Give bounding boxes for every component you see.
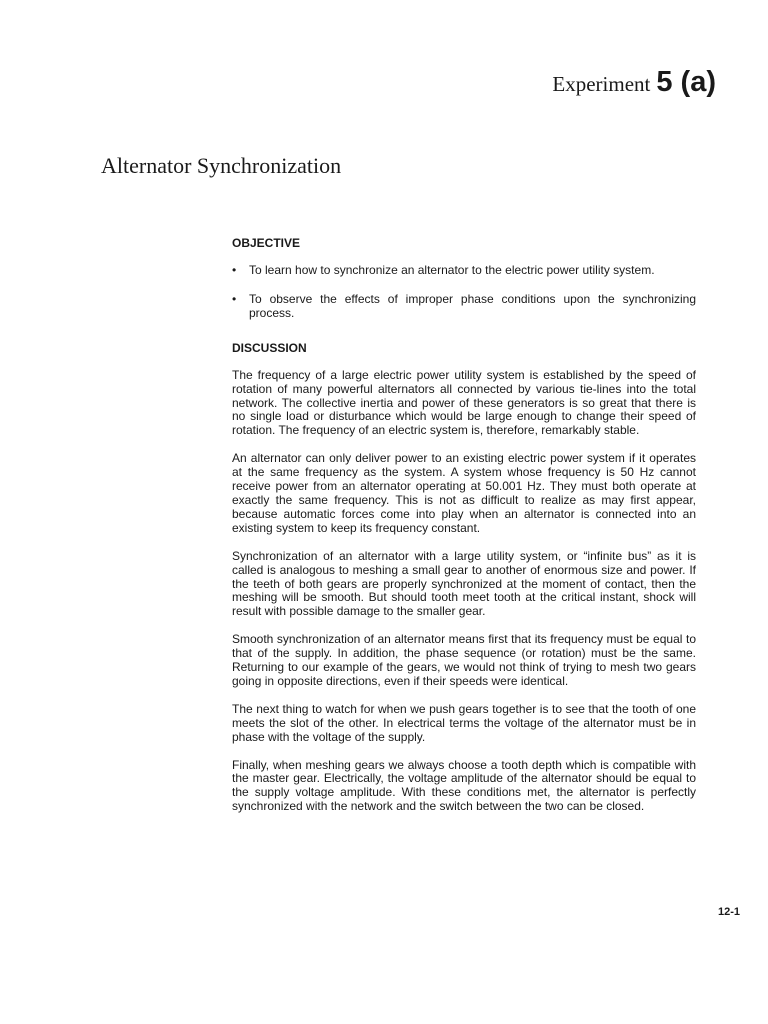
discussion-paragraph: The frequency of a large electric power utility system is established by the speed of rotation of many powerful alternators all connected by various tie-lines into the total network. The collective inertia and power of these generators is so great that there is no single load or disturbance which would be large enough to change their speed of rotation. The frequency of an electric system is, therefore, remarkably stable. (232, 367, 696, 438)
objective-item (232, 264, 696, 278)
objective-item (232, 293, 696, 321)
objective-heading: OBJECTIVE (232, 236, 301, 250)
objective-item-text: To observe the effects of improper phase conditions upon the synchronizing process. (249, 291, 696, 320)
experiment-label: Experiment (552, 72, 651, 96)
objective-list (232, 264, 696, 321)
discussion-paragraph: Synchronization of an alternator with a large utility system, or “infinite bus” as it is called is analogous to meshing a small gear to another of enormous size and power. If the teeth of both gears are properly synchronized at the moment of contact, then the meshing will be smooth. But should tooth meet tooth at the critical instant, shock will result with possible damage to the smaller gear. (232, 548, 696, 619)
main-content (232, 236, 696, 814)
discussion-heading: DISCUSSION (232, 340, 307, 355)
page-number: 12-1 (717, 906, 740, 918)
discussion-paragraph: An alternator can only deliver power to an existing electric power system if it operates at the same frequency as the system. A system whose frequency is 50 Hz cannot receive power from an alternator operating at 50.001 Hz. They must both operate at exactly the same frequency. This is not as difficult to realize as may first appear, because automatic forces come into play when an alternator is connected into an existing system to keep its frequency constant. (232, 451, 696, 535)
objective-item-text: To learn how to synchronize an alternator to the electric power utility system. (249, 263, 655, 277)
discussion-paragraph: Smooth synchronization of an alternator means first that its frequency must be equal to that of the supply. In addition, the phase sequence (or rotation) must be the same. Returning to our example of the gears, we would not think of trying to mesh two gears going in opposite directions, even if their speeds were identical. (232, 632, 696, 688)
bullet-icon: • (232, 291, 237, 306)
page-title: Alternator Synchronization (101, 153, 342, 178)
bullet-icon: • (232, 263, 237, 277)
experiment-number: 5 (a) (656, 66, 716, 98)
experiment-header (552, 66, 716, 99)
discussion-paragraph: The next thing to watch for when we push gears together is to see that the tooth of one meets the slot of the other. In electrical terms the voltage of the alternator must be in phase with the voltage of the supply. (232, 701, 696, 744)
discussion-paragraph: Finally, when meshing gears we always choose a tooth depth which is compatible with the master gear. Electrically, the voltage amplitude of the alternator should be equal to the supply voltage amplitude. With these conditions met, the alternator is perfectly synchronized with the network and the switch between the two can be closed. (232, 757, 696, 814)
